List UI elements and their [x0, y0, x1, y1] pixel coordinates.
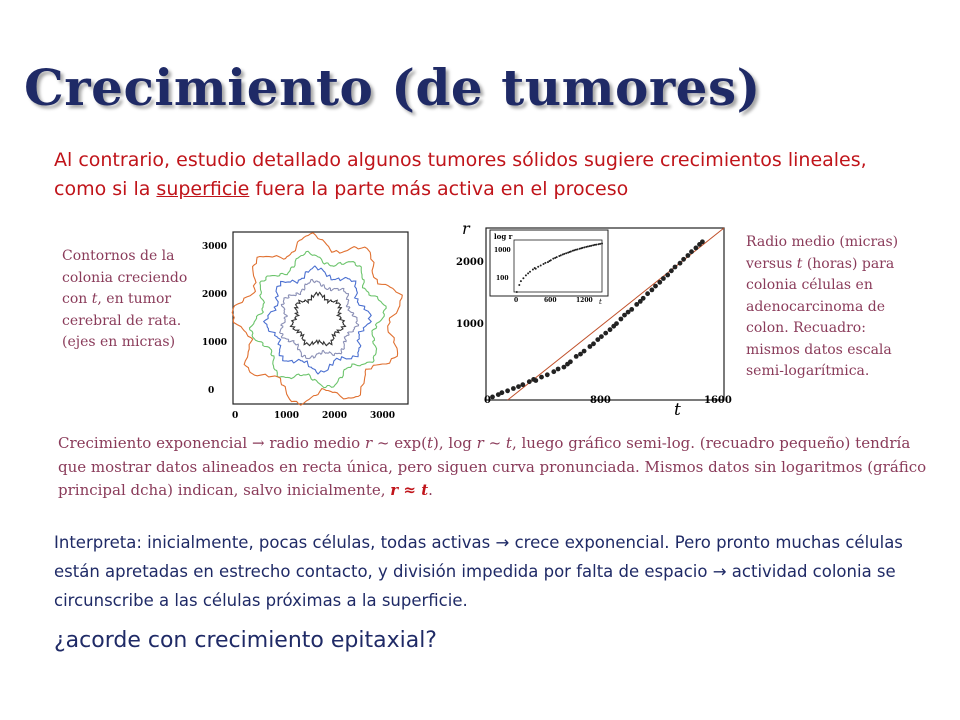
data-point — [551, 369, 556, 374]
inset-data-point — [577, 248, 579, 250]
contour-y-tick-label: 1000 — [202, 338, 228, 348]
data-point — [520, 382, 525, 387]
chart-x-tick-label: 1600 — [704, 395, 732, 406]
inset-y-tick-label: 1000 — [494, 247, 511, 254]
inset-data-point — [550, 259, 552, 261]
radius-vs-time-chart — [448, 214, 740, 422]
inset-data-point — [527, 272, 529, 274]
data-point — [505, 388, 510, 393]
contour-x-tick-label: 1000 — [274, 411, 300, 421]
contour-caption — [62, 246, 212, 354]
contour-x-tick-label: 2000 — [322, 411, 348, 421]
inset-data-point — [529, 271, 531, 273]
inset-data-point — [590, 245, 592, 247]
exponential-paragraph: Crecimiento exponencial → radio medio r ~ exp(t), log r ~ t, luego gráfico semi-log. (recuadro pequeño) tendría que mostrar datos alineados en recta única, pero siguen curva pronunciada. Mismos datos sin logaritmos (gráfico principal dcha) indican, salvo inicialmente, r ≈ t. — [58, 434, 927, 499]
chart-caption-line: semi-logarítmica. — [746, 363, 870, 379]
inset-data-point — [595, 244, 597, 246]
chart-y-axis-label: r — [462, 219, 470, 238]
data-point — [673, 265, 678, 270]
inset-data-point — [535, 268, 537, 270]
inset-data-point — [565, 252, 567, 254]
inset-data-point — [583, 246, 585, 248]
chart-x-tick-label: 0 — [484, 395, 491, 406]
chart-y-ticks — [456, 257, 484, 330]
data-point — [641, 296, 646, 301]
inset-data-point — [582, 247, 584, 249]
inset-data-point — [532, 269, 534, 271]
inset-data-point — [543, 263, 545, 265]
chart-caption-line: versus t (horas) para — [746, 255, 895, 272]
inset-data-point — [516, 291, 518, 293]
inset-x-tick-label: 600 — [544, 297, 557, 304]
contour-x-ticks — [232, 411, 395, 421]
contour-caption-line: Contornos de la — [62, 248, 175, 264]
inset-data-point — [544, 262, 546, 264]
data-point — [608, 327, 613, 332]
data-point — [629, 307, 634, 312]
contour-x-tick-label: 3000 — [370, 411, 396, 421]
data-point — [574, 354, 579, 359]
chart-y-tick-label: 1000 — [456, 319, 484, 330]
chart-caption-line: adenocarcinoma de — [746, 298, 886, 315]
inset-data-point — [563, 253, 565, 255]
data-point — [556, 367, 561, 372]
intro-text-2: fuera la parte más activa en el proceso — [249, 178, 629, 200]
inset-chart — [490, 230, 608, 306]
inset-x-axis-label: t — [599, 298, 602, 306]
data-point — [614, 321, 619, 326]
contour-caption-line: con t, en tumor — [62, 291, 172, 307]
inset-data-point — [537, 266, 539, 268]
inset-data-point — [601, 243, 603, 245]
data-point — [694, 246, 699, 251]
data-point — [603, 331, 608, 336]
interpretation-paragraph: Interpreta: inicialmente, pocas células, todas activas → crece exponencial. Pero pronto muchas células están apretadas en estrecho contacto, y división impedida por falta de espacio → actividad colonia se circunscribe a las células próximas a la superficie. — [54, 533, 903, 610]
data-point — [545, 372, 550, 377]
data-point — [678, 261, 683, 266]
inset-data-point — [552, 258, 554, 260]
data-point — [650, 288, 655, 293]
data-point — [599, 334, 604, 339]
data-point — [582, 349, 587, 354]
inset-data-point — [525, 274, 527, 276]
contour-y-tick-label: 0 — [208, 386, 215, 396]
chart-caption-line: colon. Recuadro: — [746, 320, 866, 336]
chart-caption-line: Radio medio (micras) — [746, 234, 899, 250]
data-point — [500, 390, 505, 395]
contour-caption-line: (ejes en micras) — [62, 334, 176, 350]
inset-y-axis-label: log r — [494, 232, 513, 241]
data-point — [516, 384, 521, 389]
data-point — [686, 253, 691, 258]
intro-paragraph — [54, 146, 914, 204]
intro-underlined-word: superficie — [156, 178, 250, 200]
chart-caption-line: colonia células en — [746, 277, 873, 293]
data-point — [645, 291, 650, 296]
chart-x-tick-label: 800 — [590, 395, 611, 406]
data-point — [669, 268, 674, 273]
data-point — [665, 273, 670, 278]
data-point — [539, 375, 544, 380]
data-point — [533, 378, 538, 383]
chart-y-tick-label: 2000 — [456, 257, 484, 268]
slide-title: Crecimiento (de tumores) — [24, 58, 761, 117]
contour-y-tick-label: 2000 — [202, 290, 228, 300]
contour-caption-line: cerebral de rata. — [62, 312, 182, 329]
inset-data-point — [599, 243, 601, 245]
contour-caption-line: colonia creciendo — [62, 269, 188, 286]
data-point — [700, 239, 705, 244]
data-point — [511, 386, 516, 391]
inset-data-point — [540, 265, 542, 267]
inset-y-tick-label: 100 — [496, 275, 509, 282]
data-point — [689, 249, 694, 254]
inset-data-point — [520, 280, 522, 282]
inset-data-point — [560, 254, 562, 256]
closing-question: ¿acorde con crecimiento epitaxial? — [54, 628, 437, 653]
contour-y-ticks — [202, 242, 227, 396]
inset-data-point — [570, 251, 572, 253]
intro-text-1: Al contrario, estudio detallado algunos tumores sólidos sugiere crecimientos lineales, como si la — [54, 149, 867, 200]
contour-x-tick-label: 0 — [232, 411, 239, 421]
data-point — [568, 359, 573, 364]
data-point — [657, 280, 662, 285]
data-point — [591, 341, 596, 346]
inset-data-point — [556, 256, 558, 258]
data-point — [661, 276, 666, 281]
data-point — [619, 317, 624, 322]
inset-x-tick-label: 1200 — [576, 297, 593, 304]
inset-data-point — [587, 246, 589, 248]
contour-y-tick-label: 3000 — [202, 242, 228, 252]
chart-x-axis-label: t — [674, 400, 681, 420]
data-point — [527, 379, 532, 384]
highlight-r-approx-t: r ≈ t — [390, 481, 429, 499]
chart-caption — [746, 232, 946, 383]
inset-x-tick-label: 0 — [514, 297, 519, 304]
inset-data-point — [518, 284, 520, 286]
data-point — [653, 284, 658, 289]
data-point — [681, 257, 686, 262]
inset-data-point — [522, 277, 524, 279]
chart-caption-line: mismos datos escala — [746, 341, 892, 358]
contour-plot — [198, 226, 413, 424]
